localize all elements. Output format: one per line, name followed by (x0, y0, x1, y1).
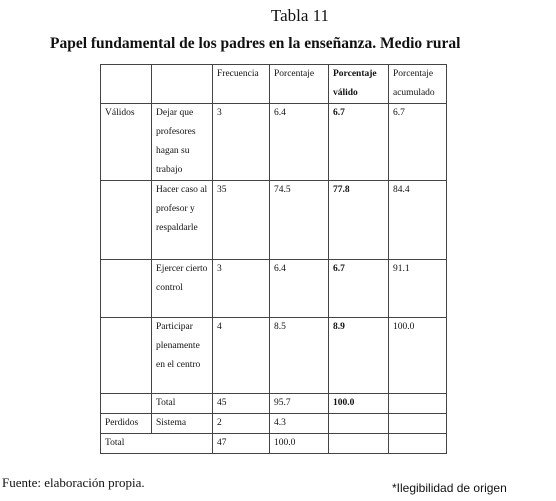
header-row (101, 65, 447, 104)
table-row (101, 104, 447, 181)
group-empty-cell (101, 260, 152, 318)
cell-porcentaje: 8.5 (270, 318, 329, 394)
table-caption: Papel fundamental de los padres en la enseñanza. Medio rural (50, 35, 461, 52)
total-label: Total (101, 434, 213, 454)
group-label-validos: Válidos (101, 104, 152, 181)
group-label-perdidos: Perdidos (101, 414, 152, 434)
cell-porcentaje: 6.4 (270, 104, 329, 181)
cell-frecuencia: 45 (213, 394, 270, 414)
row-label: Ejercer cierto control (152, 260, 213, 318)
empty-cell (389, 414, 447, 434)
missing-row (101, 414, 447, 434)
header-frecuencia: Frecuencia (213, 65, 270, 104)
cell-porcentaje-acumulado: 84.4 (389, 181, 447, 260)
cell-porcentaje-acumulado: 91.1 (389, 260, 447, 318)
row-label: Hacer caso al profesor y respaldarle (152, 181, 213, 260)
frequency-table (100, 64, 447, 454)
cell-frecuencia: 3 (213, 104, 270, 181)
cell-porcentaje-acumulado: 100.0 (389, 318, 447, 394)
empty-cell (329, 434, 389, 454)
cell-frecuencia: 2 (213, 414, 270, 434)
table-row (101, 260, 447, 318)
row-label: Participar plenamente en el centro (152, 318, 213, 394)
header-porcentaje-acumulado: Porcentaje acumulado (389, 65, 447, 104)
cell-porcentaje: 100.0 (270, 434, 329, 454)
header-porcentaje: Porcentaje (270, 65, 329, 104)
table-row (101, 181, 447, 260)
cell-porcentaje-valido: 8.9 (329, 318, 389, 394)
table-row (101, 318, 447, 394)
cell-frecuencia: 35 (213, 181, 270, 260)
header-porcentaje-valido: Porcentaje válido (329, 65, 389, 104)
cell-porcentaje-valido: 77.8 (329, 181, 389, 260)
header-empty-cell (152, 65, 213, 104)
total-row (101, 434, 447, 454)
cell-frecuencia: 4 (213, 318, 270, 394)
header-empty-cell (101, 65, 152, 104)
illegibility-note: *Ilegibilidad de origen (392, 481, 507, 495)
row-label: Dejar que profesores hagan su trabajo (152, 104, 213, 181)
row-label: Total (152, 394, 213, 414)
cell-porcentaje: 95.7 (270, 394, 329, 414)
cell-porcentaje-acumulado: 6.7 (389, 104, 447, 181)
cell-porcentaje-valido: 100.0 (329, 394, 389, 414)
empty-cell (389, 434, 447, 454)
cell-porcentaje-valido: 6.7 (329, 104, 389, 181)
cell-porcentaje: 6.4 (270, 260, 329, 318)
group-empty-cell (101, 394, 152, 414)
cell-frecuencia: 3 (213, 260, 270, 318)
empty-cell (329, 414, 389, 434)
table-number-title: Tabla 11 (270, 6, 330, 25)
row-label: Sistema (152, 414, 213, 434)
group-empty-cell (101, 318, 152, 394)
subtotal-row (101, 394, 447, 414)
cell-porcentaje-valido: 6.7 (329, 260, 389, 318)
source-note: Fuente: elaboración propia. (2, 475, 145, 490)
cell-porcentaje: 74.5 (270, 181, 329, 260)
group-empty-cell (101, 181, 152, 260)
cell-porcentaje: 4.3 (270, 414, 329, 434)
cell-porcentaje-acumulado (389, 394, 447, 414)
cell-frecuencia: 47 (213, 434, 270, 454)
